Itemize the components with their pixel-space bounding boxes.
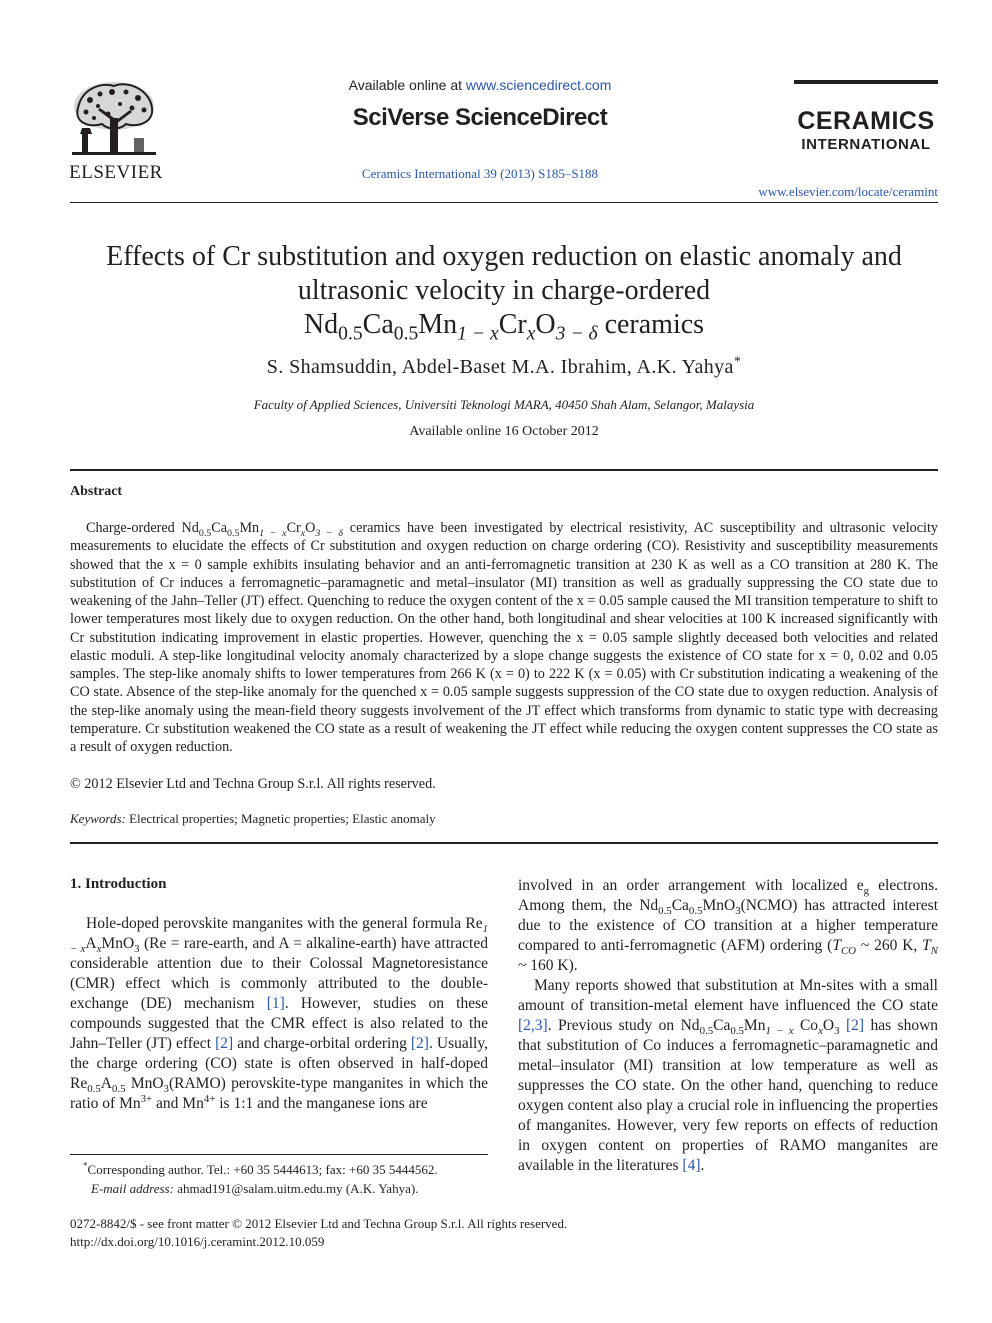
intro-text: (Re = rare-earth, and A = alkaline-earth) have attracted considerable attention due to their Colossal Magnetoresistance (CMR) effect which is commonly attributed to the double-exchange (DE) mechanism xyxy=(70,935,488,1012)
author-names: S. Shamsuddin, Abdel-Baset M.A. Ibrahim, A.K. Yahya xyxy=(266,356,734,378)
intro-text: ~ 160 K). xyxy=(518,957,578,974)
article-title xyxy=(70,240,938,345)
journal-rule xyxy=(794,80,938,84)
issn-line: 0272-8842/$ - see front matter © 2012 Elsevier Ltd and Techna Group S.r.l. All rights reserved. xyxy=(70,1216,568,1231)
formula-mn: Mn xyxy=(418,309,458,340)
affiliation: Faculty of Applied Sciences, Universiti Teknologi MARA, 40450 Shah Alam, Selangor, Malaysia xyxy=(253,397,755,412)
abstract-text: Cr xyxy=(286,520,301,536)
formula-cr: Cr xyxy=(498,309,527,340)
intro-sub: 3 xyxy=(735,905,741,918)
formula-suffix: ceramics xyxy=(597,309,705,340)
intro-text: Ca xyxy=(671,897,689,914)
intro-sub: 0.5 xyxy=(730,1025,744,1038)
header-divider xyxy=(70,202,938,203)
intro-text: . However, studies on these compounds suggested that the CMR effect is also related to the Jahn–Teller (JT) effect xyxy=(70,995,489,1052)
journal-name: CERAMICS xyxy=(797,107,935,135)
available-date: Available online 16 October 2012 xyxy=(409,424,599,439)
abstract-sub: x xyxy=(300,527,306,539)
citation-link[interactable]: [2] xyxy=(845,1017,865,1034)
publisher-name: ELSEVIER xyxy=(69,162,163,183)
intro-paragraph-1-continued xyxy=(518,876,938,976)
intro-text: and charge-orbital ordering xyxy=(233,1035,411,1052)
intro-paragraph-1 xyxy=(70,914,488,1114)
intro-text: is 1:1 and the manganese ions are xyxy=(215,1095,428,1112)
email-label: E-mail address: xyxy=(91,1181,174,1196)
abstract-sub: 0.5 xyxy=(227,527,240,539)
intro-sub: g xyxy=(863,885,870,898)
intro-text: (NCMO) has attracted interest due to the existence of CO transition at a higher temperature compared to anti-ferromagnetic (AFM) ordering ( xyxy=(518,897,938,954)
doi-link[interactable]: http://dx.doi.org/10.1016/j.ceramint.2012.10.059 xyxy=(70,1234,325,1249)
intro-text: Mn xyxy=(743,1017,766,1034)
intro-sub: 3 xyxy=(834,1025,840,1038)
intro-text: MnO xyxy=(101,935,135,952)
formula-ca-sub: 0.5 xyxy=(393,323,419,345)
intro-sub: 0.5 xyxy=(87,1083,101,1096)
formula-nd: Nd xyxy=(303,309,339,340)
footnote-rule xyxy=(70,1154,488,1155)
journal-url-link[interactable]: www.elsevier.com/locate/ceramint xyxy=(758,184,938,199)
available-online-line xyxy=(300,77,660,93)
intro-sub: 0.5 xyxy=(699,1025,714,1038)
citation-link[interactable]: [1] xyxy=(266,995,285,1012)
intro-sup: 4+ xyxy=(203,1092,216,1105)
email-footnote xyxy=(70,1181,488,1197)
intro-sub: 0.5 xyxy=(111,1083,126,1096)
footnote-mark: * xyxy=(83,1160,88,1171)
intro-sub: 1 − x xyxy=(765,1025,794,1038)
keywords-values: Electrical properties; Magnetic properties; Elastic anomaly xyxy=(125,811,436,826)
abstract-text-start: Charge-ordered Nd xyxy=(86,520,199,536)
abstract-bottom-rule xyxy=(70,842,938,844)
formula-ca: Ca xyxy=(362,309,394,340)
author-list xyxy=(70,356,938,379)
abstract-top-rule xyxy=(70,469,938,471)
intro-text: Ca xyxy=(713,1017,731,1034)
keywords-label: Keywords: xyxy=(70,811,126,826)
title-formula xyxy=(70,308,938,345)
abstract-body xyxy=(70,519,938,756)
title-line-2: ultrasonic velocity in charge-ordered xyxy=(297,275,711,306)
intro-symbol: T xyxy=(832,937,841,954)
intro-text: . xyxy=(700,1157,705,1174)
intro-text: Many reports showed that substitution at Mn-sites with a small amount of transition-metal element have influenced the CO state xyxy=(518,977,938,1014)
keywords xyxy=(70,811,938,827)
title-line-1: Effects of Cr substitution and oxygen reduction on elastic anomaly and xyxy=(106,241,902,272)
footnote-text: Corresponding author. Tel.: +60 35 5444613; fax: +60 35 5444562. xyxy=(87,1162,438,1177)
email-address[interactable]: ahmad191@salam.uitm.edu.my (A.K. Yahya). xyxy=(173,1181,419,1196)
intro-symbol: T xyxy=(922,937,931,954)
abstract-text: O xyxy=(305,520,316,536)
abstract-heading: Abstract xyxy=(70,484,123,499)
sciencedirect-link[interactable]: www.sciencedirect.com xyxy=(465,77,612,93)
formula-o-sub: 3 − δ xyxy=(555,323,598,345)
intro-text: . Usually, the charge ordering (CO) state is often observed in half-doped Re xyxy=(70,1035,488,1092)
intro-sub: x xyxy=(818,1025,823,1038)
formula-o: O xyxy=(535,309,556,340)
intro-heading: 1. Introduction xyxy=(70,876,167,892)
available-online-prefix: Available online at xyxy=(348,77,466,93)
abstract-text: Ca xyxy=(211,520,228,536)
intro-text: and Mn xyxy=(152,1095,204,1112)
citation-link[interactable]: [2,3] xyxy=(518,1017,548,1034)
formula-mn-sub: 1 − x xyxy=(457,323,499,345)
corresponding-author-mark[interactable]: * xyxy=(733,354,742,370)
abstract-text-rest: ceramics have been investigated by electrical resistivity, AC susceptibility and ultrasonic velocity measurements to elucidate the effects of Cr substitution and oxygen reduction on charge ordering (CO). Resistivity and susceptibility measurements showed that the x = 0 sample exhibits insulating behavior and an anti-ferromagnetic transition at 230 K as well as a CO transition at 280 K. The substitution of Cr induces a ferromagnetic–paramagnetic and metal–insulator (MI) transition as well as gradually suppressing the CO state due to weakening of the Jahn–Teller (JT) effect. Quenching to reduce the oxygen content of the x = 0.05 sample caused the MI transition temperature to shift to lower temperatures most likely due to oxygen reduction. On the other hand, both longitudinal and shear velocities at 100 K increased significantly with Cr substitution indicating improvement in elastic properties. However, quenching the x = 0.05 sample slightly deceased both velocities and related elastic moduli. A step-like longitudinal velocity anomaly characterized by a slope change suggests the existence of CO state for x = 0, 0.02 and 0.05 samples. The step-like anomaly shifts to lower temperatures from 266 K (x = 0) to 222 K (x = 0.05) with Cr substitution indicating a weakening of the CO state. Absence of the step-like anomaly for the quenched x = 0.05 sample suggests suppression of the CO state due to oxygen reduction. Analysis of the step-like anomaly using the mean-field theory suggests involvement of the JT effect which transforms from dynamic to static type with decreasing temperature. Cr substitution weakened the CO state as a result of weakening the JT effect while reducing the oxygen content suppresses the CO state as a result of oxygen reduction. xyxy=(70,520,939,755)
formula-cr-sub: x xyxy=(526,323,536,345)
citation-link[interactable]: [2] xyxy=(410,1035,429,1052)
intro-text: has shown that substitution of Co induces a ferromagnetic–paramagnetic and metal–insulator (MI) transition at low temperature as well as suppresses the CO state. On the other hand, quenching to reduce oxygen content also play a crucial role in influencing the properties of manganites. However, very few reports on effects of reduction in oxygen content on properties of RAMO manganites are available in the literatures xyxy=(518,1017,939,1174)
platform-name: SciVerse ScienceDirect xyxy=(352,104,608,131)
citation-link[interactable]: [4] xyxy=(682,1157,701,1174)
intro-text: MnO xyxy=(130,1075,164,1092)
intro-text: Co xyxy=(799,1017,819,1034)
abstract-sub: 3 − δ xyxy=(315,527,344,539)
formula-nd-sub: 0.5 xyxy=(338,323,363,345)
intro-sub: CO xyxy=(840,945,857,958)
intro-text: ~ 260 K, xyxy=(856,937,923,954)
copyright-line: © 2012 Elsevier Ltd and Techna Group S.r.l. All rights reserved. xyxy=(70,776,436,792)
intro-sub: x xyxy=(96,943,102,956)
intro-text: electrons. Among them, the Nd xyxy=(518,877,938,914)
intro-sub: 3 xyxy=(163,1083,169,1096)
corresponding-author-footnote xyxy=(70,1162,488,1178)
intro-text: Hole-doped perovskite manganites with the general formula Re xyxy=(86,915,483,932)
intro-sup: 3+ xyxy=(140,1092,153,1105)
intro-text: . Previous study on Nd xyxy=(547,1017,700,1034)
intro-sub: 3 xyxy=(134,943,140,956)
intro-paragraph-2 xyxy=(518,976,938,1176)
abstract-sub: 0.5 xyxy=(198,527,212,539)
intro-text: A xyxy=(85,935,97,952)
intro-text: involved in an order arrangement with localized e xyxy=(518,877,864,894)
intro-sub: 1 − x xyxy=(70,923,488,956)
journal-reference[interactable]: Ceramics International 39 (2013) S185–S188 xyxy=(361,166,599,181)
intro-text: (RAMO) perovskite-type manganites in which the ratio of Mn xyxy=(70,1075,488,1112)
intro-sub: 0.5 xyxy=(658,905,672,918)
intro-text: O xyxy=(822,1017,835,1034)
citation-link[interactable]: [2] xyxy=(215,1035,234,1052)
abstract-sub: 1 − x xyxy=(259,527,287,539)
intro-sub: 0.5 xyxy=(688,905,703,918)
abstract-text: Mn xyxy=(239,520,260,536)
intro-sub: N xyxy=(930,945,938,958)
intro-text: A xyxy=(100,1075,112,1092)
journal-name-sub: INTERNATIONAL xyxy=(801,136,931,153)
intro-text: MnO xyxy=(702,897,736,914)
